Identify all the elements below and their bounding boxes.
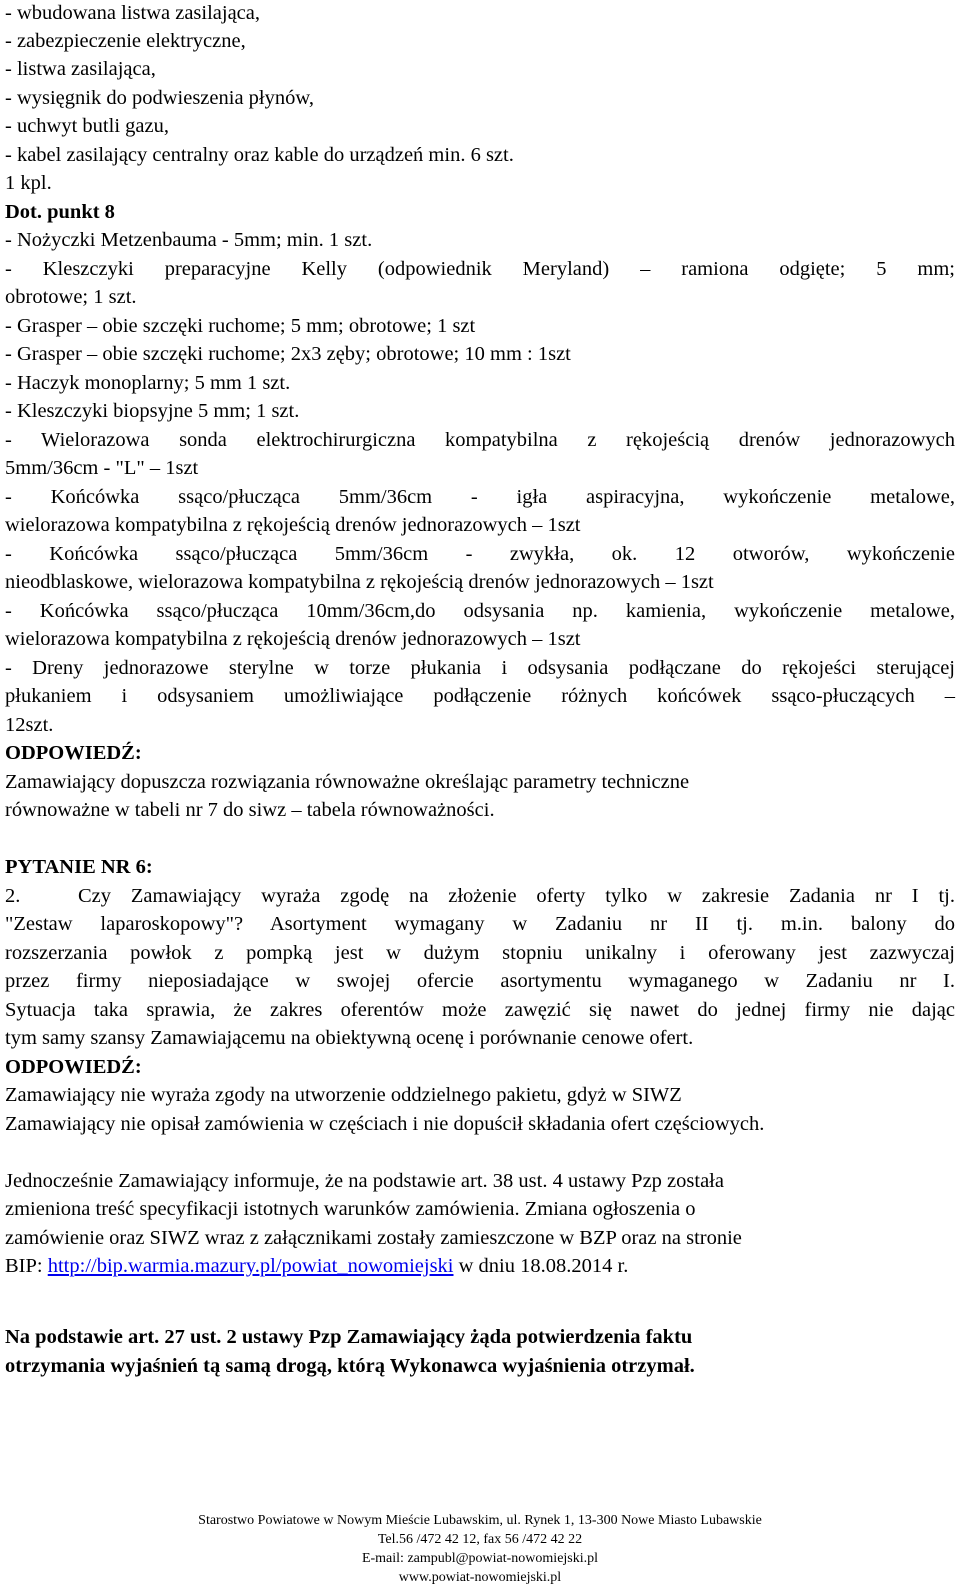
text-line: - Dreny jednorazowe sterylne w torze płukania i odsysania podłączane do rękojeści sterującej [5,657,955,679]
text-line: płukaniem i odsysaniem umożliwiające podłączenie różnych końcówek ssąco-płuczących – [5,685,955,707]
text-line: Sytuacja taka sprawia, że zakres oferentów może zawęzić się nawet do jednej firmy nie dając [5,999,955,1021]
text-line: 1 kpl. [5,172,52,194]
date-text: w dniu 18.08.2014 r. [453,1255,629,1277]
footer-address: Starostwo Powiatowe w Nowym Mieście Lubawskim, ul. Rynek 1, 13-300 Nowe Miasto Lubawskie [198,1513,762,1528]
answer-heading: ODPOWIEDŹ: [5,1056,142,1078]
text-line: - Kleszczyki preparacyjne Kelly (odpowiednik Meryland) – ramiona odgięte; 5 mm; [5,258,955,280]
text-line: - Haczyk monoplarny; 5 mm 1 szt. [5,372,291,394]
page-footer [0,1511,960,1587]
footer-website: www.powiat-nowomiejski.pl [398,1570,562,1585]
text-line: Jednocześnie Zamawiający informuje, że na podstawie art. 38 ust. 4 ustawy Pzp została [5,1170,724,1192]
text-line: przez firmy nieposiadające w swojej ofercie asortymentu wymaganego w Zadaniu nr I. [5,970,955,992]
text-line: 12szt. [5,714,54,736]
text-line: zmieniona treść specyfikacji istotnych warunków zamówienia. Zmiana ogłoszenia o [5,1198,696,1220]
bip-label: BIP: [5,1255,48,1277]
closing-line: Na podstawie art. 27 ust. 2 ustawy Pzp Zamawiający żąda potwierdzenia faktu [5,1326,693,1348]
text-line: - listwa zasilająca, [5,58,156,80]
text-line: Zamawiający nie opisał zamówienia w częściach i nie dopuścił składania ofert częściowych. [5,1113,765,1135]
text-line: Zamawiający dopuszcza rozwiązania równoważne określając parametry techniczne [5,771,690,793]
text-line: - Wielorazowa sonda elektrochirurgiczna kompatybilna z rękojeścią drenów jednorazowych [5,429,955,451]
text-line: - Grasper – obie szczęki ruchome; 5 mm; obrotowe; 1 szt [5,315,476,337]
text-line: "Zestaw laparoskopowy"? Asortyment wymagany w Zadaniu nr II tj. m.in. balony do [5,913,955,935]
section-heading: Dot. punkt 8 [5,201,115,223]
text-line: - Końcówka ssąco/płucząca 10mm/36cm,do odsysania np. kamienia, wykończenie metalowe, [5,600,955,622]
text-line: tym samy szansy Zamawiającemu na obiektywną ocenę i porównanie cenowe ofert. [5,1027,694,1049]
text-line: - Kleszczyki biopsyjne 5 mm; 1 szt. [5,400,300,422]
text-line: nieodblaskowe, wielorazowa kompatybilna z rękojeścią drenów jednorazowych – 1szt [5,571,714,593]
bip-line [5,1253,955,1279]
text-line: wielorazowa kompatybilna z rękojeścią drenów jednorazowych – 1szt [5,628,581,650]
text-line: - wysięgnik do podwieszenia płynów, [5,87,314,109]
question-first-line [5,883,955,909]
text-line: wielorazowa kompatybilna z rękojeścią drenów jednorazowych – 1szt [5,514,581,536]
footer-phone: Tel.56 /472 42 12, fax 56 /472 42 22 [377,1532,583,1547]
question-heading: PYTANIE NR 6: [5,856,153,878]
text-line: Czy Zamawiający wyraża zgodę na złożenie oferty tylko w zakresie Zadania nr I tj. [78,885,955,907]
text-line: równoważne w tabeli nr 7 do siwz – tabela równoważności. [5,799,495,821]
bip-link[interactable]: http://bip.warmia.mazury.pl/powiat_nowomiejski [47,1255,454,1277]
text-line: 5mm/36cm - "L" – 1szt [5,457,199,479]
footer-email: E-mail: zampubl@powiat-nowomiejski.pl [361,1551,599,1566]
text-line: - wbudowana listwa zasilająca, [5,2,261,24]
text-line: - uchwyt butli gazu, [5,115,169,137]
closing-line: otrzymania wyjaśnień tą samą drogą, którą Wykonawca wyjaśnienia otrzymał. [5,1355,695,1377]
text-line: - zabezpieczenie elektryczne, [5,30,246,52]
text-line: - Końcówka ssąco/płucząca 5mm/36cm - zwykła, ok. 12 otworów, wykończenie [5,543,955,565]
text-line: - Grasper – obie szczęki ruchome; 2x3 zęby; obrotowe; 10 mm : 1szt [5,343,571,365]
text-line: zamówienie oraz SIWZ wraz z załącznikami zostały zamieszczone w BZP oraz na stronie [5,1227,742,1249]
text-line: - Końcówka ssąco/płucząca 5mm/36cm - igła aspiracyjna, wykończenie metalowe, [5,486,955,508]
text-line: rozszerzania powłok z pompką jest w dużym stopniu unikalny i oferowany jest zazwyczaj [5,942,955,964]
text-line: - kabel zasilający centralny oraz kable do urządzeń min. 6 szt. [5,144,514,166]
text-line: - Nożyczki Metzenbauma - 5mm; min. 1 szt. [5,229,373,251]
question-number: 2. [5,885,21,907]
text-line: obrotowe; 1 szt. [5,286,137,308]
answer-heading: ODPOWIEDŹ: [5,742,142,764]
text-line: Zamawiający nie wyraża zgody na utworzenie oddzielnego pakietu, gdyż w SIWZ [5,1084,682,1106]
